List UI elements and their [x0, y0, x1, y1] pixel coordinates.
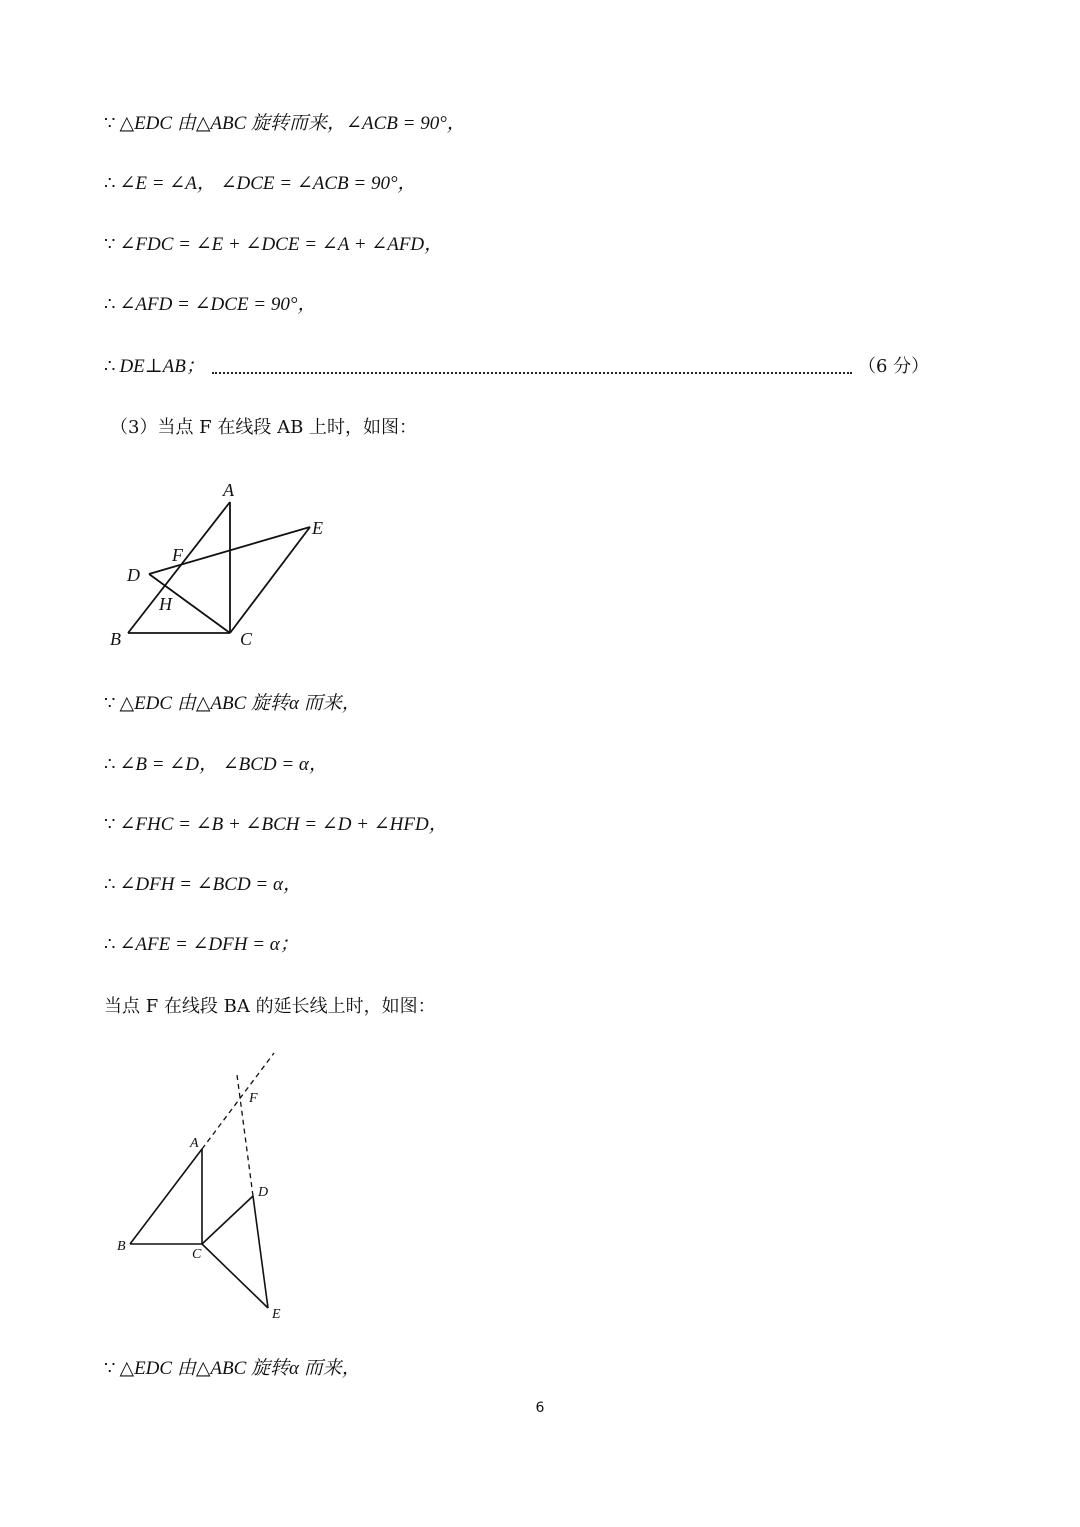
proof-text: △EDC 由△ABC 旋转α 而来， [119, 1358, 361, 1379]
therefore-symbol: ∴ [104, 294, 116, 315]
label-D: D [258, 1185, 269, 1200]
proof-line-6 [104, 692, 361, 716]
proof-line-2 [104, 172, 417, 196]
section-heading-3 [110, 416, 417, 440]
therefore-symbol: ∴ [104, 356, 116, 377]
label-B: B [117, 1239, 126, 1254]
segment-CE [202, 1244, 268, 1308]
proof-text: ∠AFE = ∠DFH = α； [119, 934, 299, 955]
label-E: E [312, 518, 323, 538]
segment-AB [128, 502, 230, 633]
label-E: E [272, 1307, 281, 1322]
page-number: 6 [535, 1400, 545, 1416]
proof-text: △EDC 由△ABC 旋转而来，∠ACB = 90°， [119, 113, 466, 134]
label-F: F [172, 545, 183, 565]
proof-line-3 [104, 233, 443, 257]
therefore-symbol: ∴ [104, 173, 116, 194]
score-label: （6 分） [858, 356, 930, 377]
label-C: C [240, 629, 253, 649]
segment-AB [130, 1149, 202, 1244]
dotted-leader [212, 372, 852, 374]
segment-CD [202, 1196, 253, 1244]
segment-DE [253, 1196, 268, 1308]
proof-line-10 [104, 933, 299, 957]
because-symbol: ∵ [104, 113, 116, 134]
therefore-symbol: ∴ [104, 754, 116, 775]
label-H: H [159, 594, 172, 614]
proof-text: ∠E = ∠A， ∠DCE = ∠ACB = 90°， [119, 173, 417, 194]
proof-line-7 [104, 753, 328, 777]
proof-text: ∠FDC = ∠E + ∠DCE = ∠A + ∠AFD， [119, 234, 444, 255]
proof-text: △EDC 由△ABC 旋转α 而来， [119, 693, 361, 714]
case-heading [104, 995, 436, 1019]
section-text: 当点 F 在线段 BA 的延长线上时，如图： [104, 996, 436, 1017]
proof-text: DE⊥AB； [119, 356, 205, 377]
figure-2 [100, 1040, 300, 1330]
proof-text: ∠AFD = ∠DCE = 90°， [119, 294, 317, 315]
proof-text: ∠DFH = ∠BCD = α， [119, 874, 302, 895]
proof-line-9 [104, 873, 302, 897]
proof-text: ∠FHC = ∠B + ∠BCH = ∠D + ∠HFD， [119, 814, 448, 835]
proof-line-1 [104, 112, 466, 136]
figure-1 [100, 475, 340, 655]
segment-EC [230, 527, 310, 633]
proof-line-4 [104, 293, 316, 317]
because-symbol: ∵ [104, 693, 116, 714]
therefore-symbol: ∴ [104, 874, 116, 895]
extension-BA [202, 1053, 274, 1149]
proof-line-11 [104, 1357, 361, 1381]
label-A: A [223, 480, 234, 500]
label-A: A [190, 1136, 199, 1151]
proof-line-8 [104, 813, 448, 837]
label-D: D [127, 565, 140, 585]
because-symbol: ∵ [104, 234, 116, 255]
because-symbol: ∵ [104, 814, 116, 835]
because-symbol: ∵ [104, 1358, 116, 1379]
label-F: F [249, 1091, 258, 1106]
proof-line-5 [104, 355, 205, 379]
label-B: B [110, 629, 121, 649]
proof-text: ∠B = ∠D， ∠BCD = α， [119, 754, 328, 775]
section-text: （3）当点 F 在线段 AB 上时，如图： [110, 417, 418, 438]
label-C: C [192, 1247, 202, 1262]
therefore-symbol: ∴ [104, 934, 116, 955]
